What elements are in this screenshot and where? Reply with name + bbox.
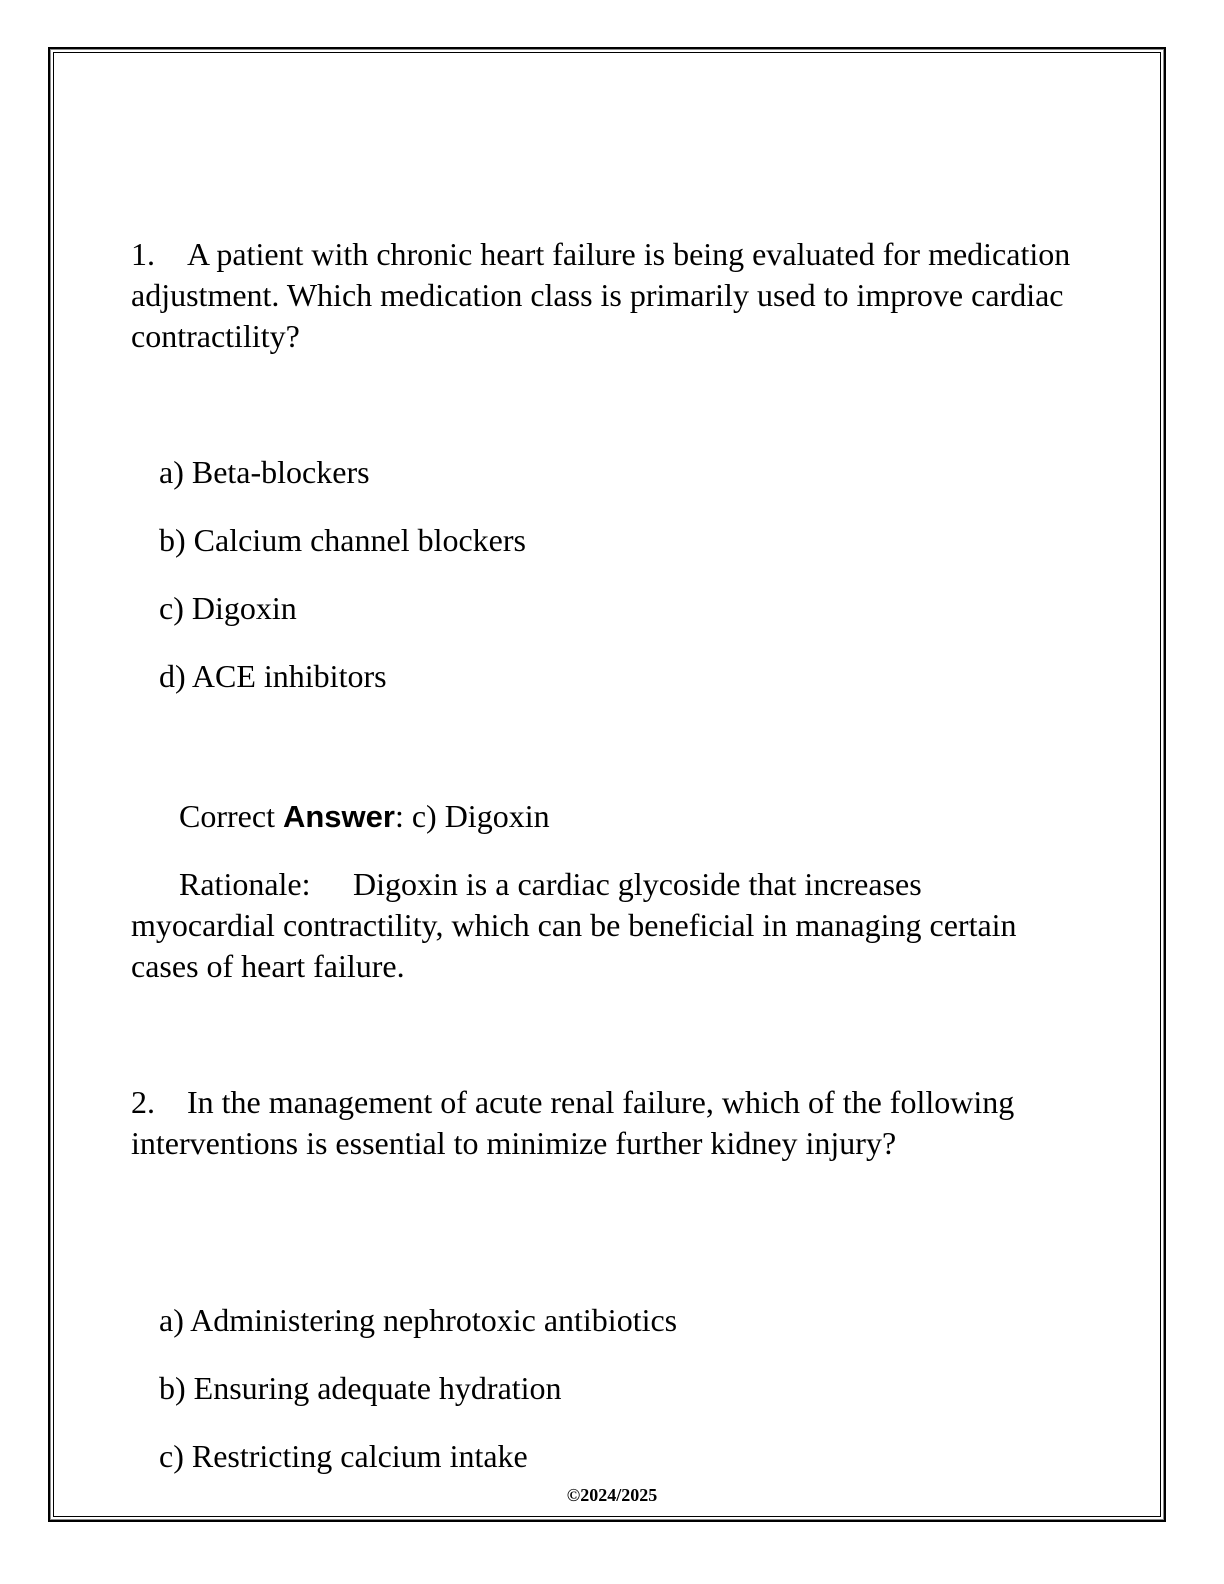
question-2-option-c: c) Restricting calcium intake: [159, 1438, 528, 1474]
question-2-option-a: a) Administering nephrotoxic antibiotics: [159, 1302, 678, 1338]
question-1-option-b: b) Calcium channel blockers: [159, 522, 526, 558]
copyright-footer: ©2024/2025: [566, 1485, 658, 1505]
question-2-option-b: b) Ensuring adequate hydration: [159, 1370, 562, 1406]
question-1-option-d: d) ACE inhibitors: [159, 658, 387, 694]
answer-prefix: Correct: [179, 798, 283, 834]
answer-value: : c) Digoxin: [394, 798, 550, 834]
question-1: [131, 234, 1071, 357]
question-1-number: 1.: [131, 236, 155, 272]
question-1-rationale: [131, 864, 1031, 987]
question-2-text: In the management of acute renal failure, which of the following interventions is essential to minimize further kidney injury?: [131, 1084, 1015, 1161]
question-1-option-c: c) Digoxin: [159, 590, 297, 626]
question-2-number: 2.: [131, 1084, 155, 1120]
answer-label: Answer: [282, 799, 395, 834]
rationale-label: Rationale:: [179, 866, 311, 902]
question-1-option-a: a) Beta-blockers: [159, 454, 370, 490]
rationale-text: Digoxin is a cardiac glycoside that increases myocardial contractility, which can be beneficial in managing certain cases of heart failure.: [131, 866, 1017, 984]
question-2: [131, 1082, 1071, 1164]
question-1-text: A patient with chronic heart failure is being evaluated for medication adjustment. Which medication class is primarily used to improve cardiac contractility?: [131, 236, 1071, 354]
question-1-correct-answer: [179, 796, 550, 837]
